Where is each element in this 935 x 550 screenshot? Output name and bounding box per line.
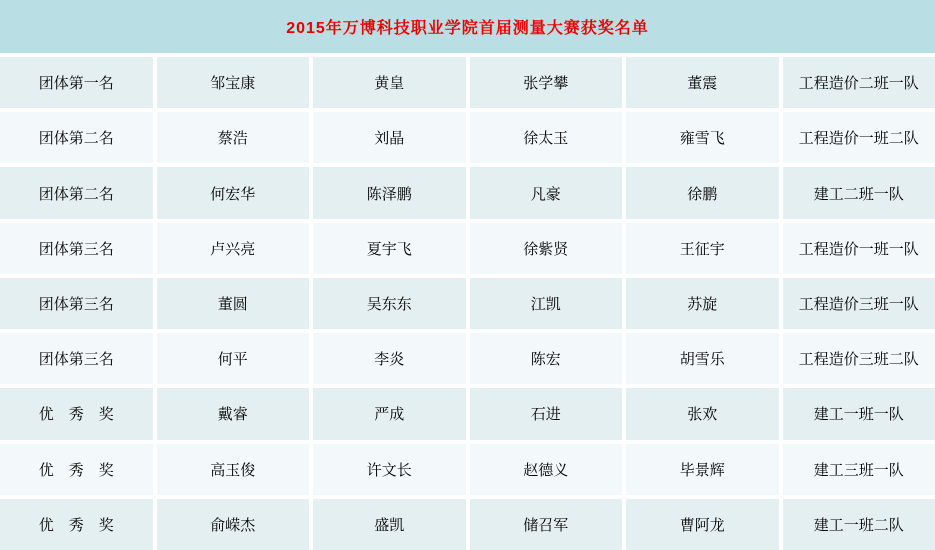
team-cell: 建工一班一队 <box>783 388 935 439</box>
member-cell: 徐太玉 <box>470 112 623 163</box>
award-cell: 团体第二名 <box>0 167 153 218</box>
table-row <box>0 388 935 439</box>
member-cell: 徐鹏 <box>626 167 779 218</box>
award-cell: 优 秀 奖 <box>0 444 153 495</box>
member-cell: 俞嵘杰 <box>157 499 310 550</box>
title-band <box>0 0 935 53</box>
member-cell: 赵德义 <box>470 444 623 495</box>
awards-table <box>0 57 935 550</box>
table-row <box>0 112 935 163</box>
table-row <box>0 333 935 384</box>
award-cell: 团体第二名 <box>0 112 153 163</box>
member-cell: 何平 <box>157 333 310 384</box>
award-cell: 团体第三名 <box>0 278 153 329</box>
member-cell: 盛凯 <box>313 499 466 550</box>
member-cell: 毕景辉 <box>626 444 779 495</box>
page-title: 2015年万博科技职业学院首届测量大赛获奖名单 <box>286 20 649 37</box>
member-cell: 徐紫贤 <box>470 223 623 274</box>
award-cell: 团体第三名 <box>0 223 153 274</box>
member-cell: 凡豪 <box>470 167 623 218</box>
member-cell: 王征宇 <box>626 223 779 274</box>
member-cell: 董圆 <box>157 278 310 329</box>
member-cell: 何宏华 <box>157 167 310 218</box>
award-cell: 团体第一名 <box>0 57 153 108</box>
team-cell: 工程造价三班一队 <box>783 278 935 329</box>
team-cell: 工程造价三班二队 <box>783 333 935 384</box>
member-cell: 储召军 <box>470 499 623 550</box>
team-cell: 建工二班一队 <box>783 167 935 218</box>
member-cell: 严成 <box>313 388 466 439</box>
member-cell: 刘晶 <box>313 112 466 163</box>
member-cell: 卢兴亮 <box>157 223 310 274</box>
member-cell: 陈泽鹏 <box>313 167 466 218</box>
member-cell: 陈宏 <box>470 333 623 384</box>
member-cell: 邹宝康 <box>157 57 310 108</box>
member-cell: 曹阿龙 <box>626 499 779 550</box>
table-row <box>0 278 935 329</box>
member-cell: 许文长 <box>313 444 466 495</box>
member-cell: 雍雪飞 <box>626 112 779 163</box>
award-cell: 团体第三名 <box>0 333 153 384</box>
member-cell: 蔡浩 <box>157 112 310 163</box>
member-cell: 张学攀 <box>470 57 623 108</box>
member-cell: 李炎 <box>313 333 466 384</box>
member-cell: 高玉俊 <box>157 444 310 495</box>
member-cell: 苏旋 <box>626 278 779 329</box>
team-cell: 工程造价一班二队 <box>783 112 935 163</box>
table-row <box>0 444 935 495</box>
team-cell: 工程造价二班一队 <box>783 57 935 108</box>
table-row <box>0 57 935 108</box>
team-cell: 建工一班二队 <box>783 499 935 550</box>
team-cell: 建工三班一队 <box>783 444 935 495</box>
member-cell: 胡雪乐 <box>626 333 779 384</box>
award-cell: 优 秀 奖 <box>0 388 153 439</box>
table-row <box>0 223 935 274</box>
member-cell: 董震 <box>626 57 779 108</box>
member-cell: 吴东东 <box>313 278 466 329</box>
team-cell: 工程造价一班一队 <box>783 223 935 274</box>
member-cell: 石进 <box>470 388 623 439</box>
table-row <box>0 499 935 550</box>
member-cell: 江凯 <box>470 278 623 329</box>
member-cell: 黄皇 <box>313 57 466 108</box>
member-cell: 张欢 <box>626 388 779 439</box>
table-row <box>0 167 935 218</box>
award-cell: 优 秀 奖 <box>0 499 153 550</box>
member-cell: 戴睿 <box>157 388 310 439</box>
member-cell: 夏宇飞 <box>313 223 466 274</box>
